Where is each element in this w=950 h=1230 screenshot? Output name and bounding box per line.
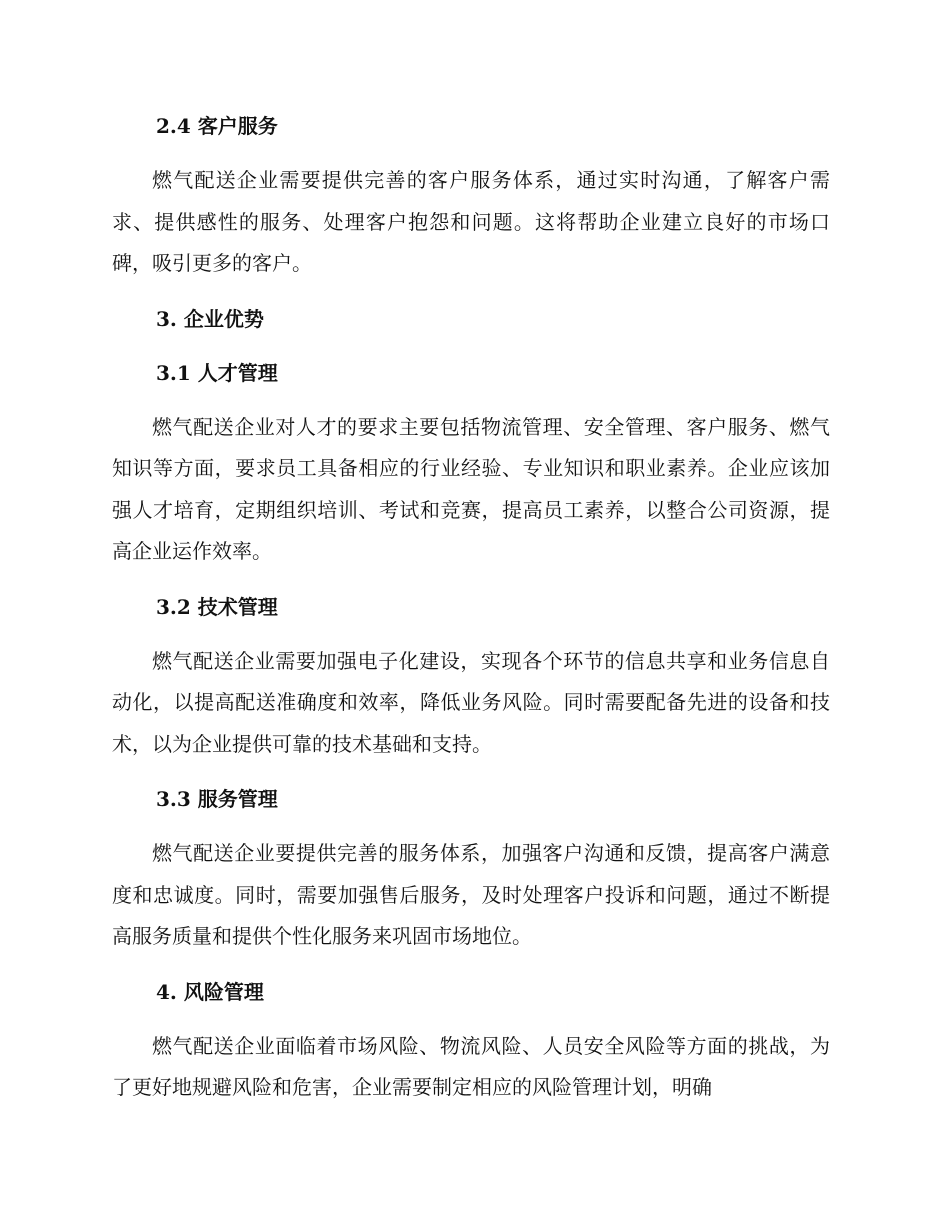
section-paragraph-3-1: 燃气配送企业对人才的要求主要包括物流管理、安全管理、客户服务、燃气知识等方面，要求员工具备相应的行业经验、专业知识和职业素养。企业应该加强人才培育，定期组织培训、考试和竞赛，提高员工素养，以整合公司资源，提高企业运作效率。 (112, 414, 830, 563)
section-heading-4: 4. 风险管理 (156, 979, 264, 1004)
section-heading-3-2: 3.2 技术管理 (156, 594, 278, 619)
section-paragraph-4: 燃气配送企业面临着市场风险、物流风险、人员安全风险等方面的挑战，为了更好地规避风险和危害，企业需要制定相应的风险管理计划，明确 (112, 1033, 830, 1099)
section-paragraph-2-4: 燃气配送企业需要提供完善的客户服务体系，通过实时沟通，了解客户需求、提供感性的服务、处理客户抱怨和问题。这将帮助企业建立良好的市场口碑，吸引更多的客户。 (112, 168, 830, 275)
document-content (112, 106, 830, 1109)
section-heading-2-4: 2.4 客户服务 (156, 114, 278, 138)
section-heading-3-1: 3.1 人才管理 (156, 360, 278, 385)
section-paragraph-3-2: 燃气配送企业需要加强电子化建设，实现各个环节的信息共享和业务信息自动化，以提高配送准确度和效率，降低业务风险。同时需要配备先进的设备和技术，以为企业提供可靠的技术基础和支持。 (112, 648, 830, 756)
section-heading-3: 3. 企业优势 (156, 306, 264, 331)
section-paragraph-3-3: 燃气配送企业要提供完善的服务体系，加强客户沟通和反馈，提高客户满意度和忠诚度。同时，需要加强售后服务，及时处理客户投诉和问题，通过不断提高服务质量和提供个性化服务来巩固市场地位。 (112, 841, 830, 948)
section-heading-3-3: 3.3 服务管理 (156, 787, 278, 811)
